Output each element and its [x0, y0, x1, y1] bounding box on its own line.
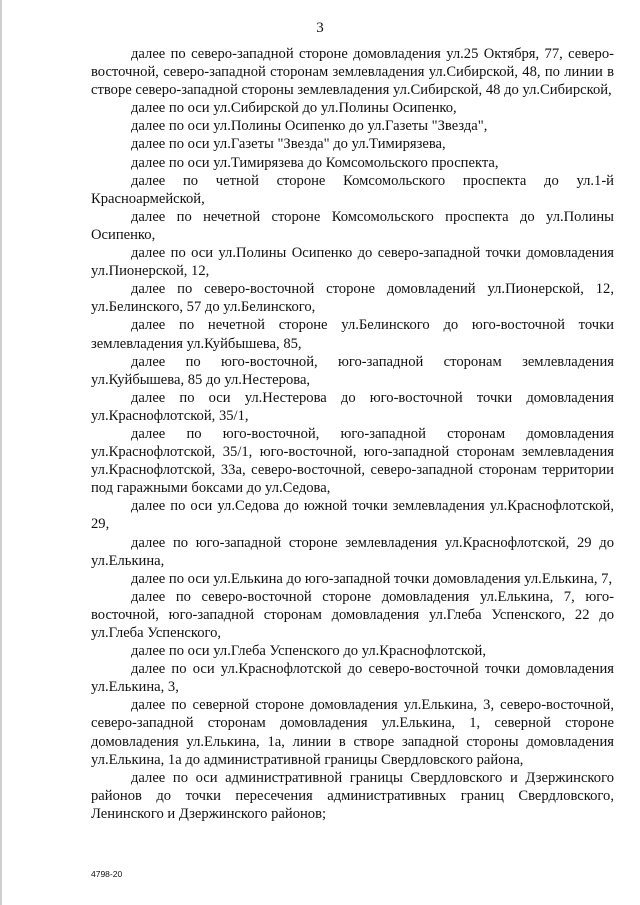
paragraph: далее по северной стороне домовладения ул.Елькина, 3, северо-восточной, северо-западной сторонам домовладения ул.Елькина, 1, северной стороне домовладения ул.Елькина, 1а, линии в створе западной стороны домовладения ул.Елькина, 1а до административной границы Свердловского района, [91, 697, 614, 768]
paragraph: далее по оси ул.Елькина до юго-западной точки домовладения ул.Елькина, 7, [131, 570, 613, 587]
paragraph: далее по четной стороне Комсомольского проспекта до ул.1-й Красноармейской, [91, 172, 614, 207]
paragraph: далее по оси ул.Нестерова до юго-восточной точки домовладения ул.Краснофлотской, 35/1, [91, 389, 614, 424]
paragraph: далее по оси ул.Полины Осипенко до северо-западной точки домовладения ул.Пионерской, 12, [91, 245, 614, 280]
paragraph: далее по оси административной границы Свердловского и Дзержинского районов до точки пересечения административных границ Свердловского, Ленинского и Дзержинского районов; [91, 769, 614, 822]
document-code: 4798-20 [91, 869, 123, 879]
paragraph: далее по нечетной стороне Комсомольского проспекта до ул.Полины Осипенко, [91, 208, 614, 243]
document-body [91, 45, 614, 823]
paragraph: далее по оси ул.Сибирской до ул.Полины Осипенко, [131, 100, 457, 117]
paragraph: далее по оси ул.Седова до южной точки землевладения ул.Краснофлотской, 29, [91, 498, 614, 533]
paragraph: далее по оси ул.Полины Осипенко до ул.Газеты "Звезда", [131, 118, 488, 135]
page-edge [0, 0, 2, 905]
paragraph: далее по северо-восточной стороне домовладения ул.Елькина, 7, юго-восточной, юго-западной сторонам домовладения ул.Глеба Успенского, 22 до ул.Глеба Успенского, [91, 588, 614, 641]
paragraph: далее по северо-западной стороне домовладения ул.25 Октября, 77, северо-восточной, северо-западной сторонам землевладения ул.Сибирской, 48, по линии в створе северо-западной стороны землевладения ул.Сибирской, 48 до ул.Сибирской, [91, 46, 614, 99]
paragraph: далее по оси ул.Краснофлотской до северо-восточной точки домовладения ул.Елькина, 3, [91, 661, 614, 696]
paragraph: далее по оси ул.Глеба Успенского до ул.Краснофлотской, [131, 643, 487, 660]
paragraph: далее по юго-восточной, юго-западной сторонам землевладения ул.Куйбышева, 85 до ул.Нестерова, [91, 353, 614, 388]
paragraph: далее по юго-восточной, юго-западной сторонам домовладения ул.Краснофлотской, 35/1, юго-восточной, юго-западной сторонам землевладения ул.Краснофлотской, 33а, северо-восточной, северо-западной сторонам территории под гаражными боксами до ул.Седова, [91, 425, 614, 497]
paragraph: далее по северо-восточной стороне домовладений ул.Пионерской, 12, ул.Белинского, 57 до ул.Белинского, [91, 281, 614, 316]
paragraph: далее по нечетной стороне ул.Белинского до юго-восточной точки землевладения ул.Куйбышева, 85, [91, 317, 614, 352]
page-number: 3 [316, 20, 324, 36]
paragraph: далее по оси ул.Газеты "Звезда" до ул.Тимирязева, [131, 136, 446, 153]
paragraph: далее по юго-западной стороне землевладения ул.Краснофлотской, 29 до ул.Елькина, [91, 534, 614, 569]
paragraph: далее по оси ул.Тимирязева до Комсомольского проспекта, [131, 154, 499, 171]
